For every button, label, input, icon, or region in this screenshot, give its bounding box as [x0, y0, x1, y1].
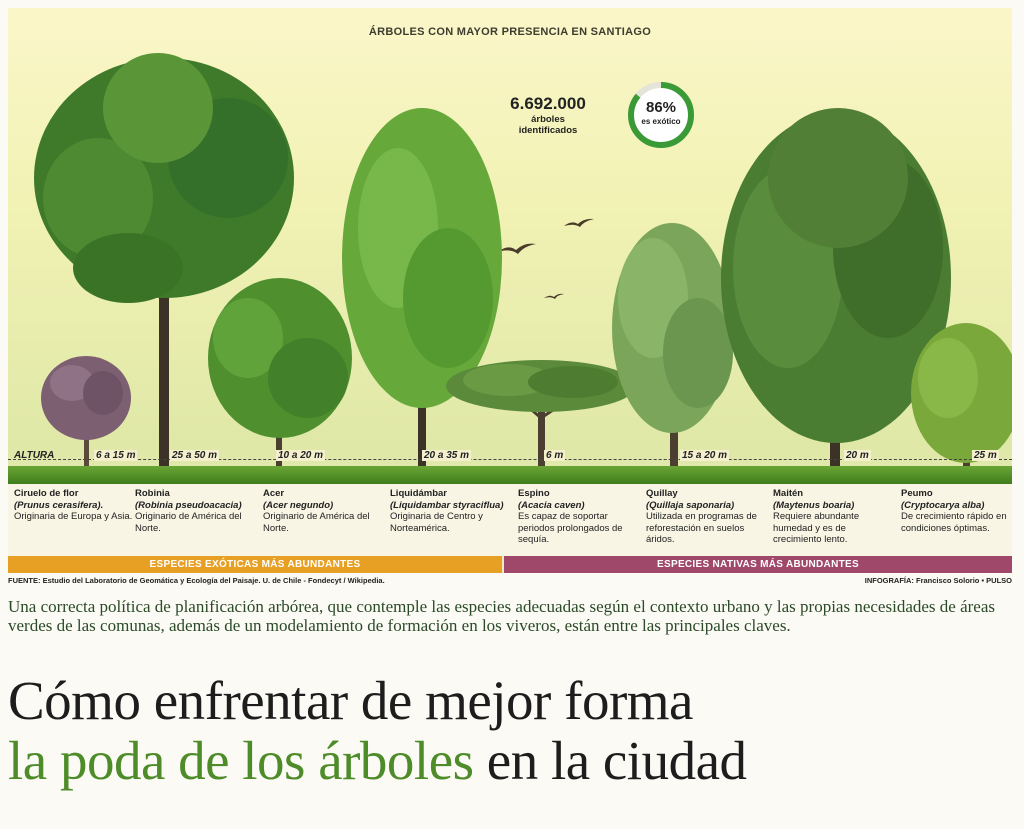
headline-rest-part: en la ciudad — [473, 730, 747, 791]
species-espino — [518, 488, 640, 546]
tree-acer-icon — [208, 278, 352, 466]
species-desc: Requiere abundante humedad y es de crecimiento lento. — [773, 511, 860, 545]
species-scientific: (Acer negundo) — [263, 499, 334, 511]
species-scientific: (Liquidambar styraciflua) — [390, 499, 504, 511]
bird-icon — [544, 294, 564, 299]
species-desc: Originario de América del Norte. — [135, 511, 242, 534]
species-desc: Es capaz de soportar periodos prolongados de sequía. — [518, 511, 623, 545]
tree-count-label: árboles identificados — [518, 114, 578, 136]
species-scientific: (Cryptocarya alba) — [901, 499, 985, 511]
tree-count — [488, 94, 608, 136]
species-info-row — [8, 484, 1012, 556]
species-name: Peumo — [901, 488, 933, 499]
tree-count-value: 6.692.000 — [510, 94, 586, 113]
bird-icon — [498, 244, 536, 254]
species-desc: Originaria de Europa y Asia. — [14, 511, 133, 522]
height-label: 20 m — [846, 450, 869, 461]
native-species-band: ESPECIES NATIVAS MÁS ABUNDANTES — [504, 556, 1012, 573]
infographic-credit: INFOGRAFÍA: Francisco Solorio • PULSO — [864, 576, 1012, 585]
species-peumo — [901, 488, 1007, 534]
height-label: 6 a 15 m — [96, 450, 136, 461]
exotic-label: es exótico — [641, 117, 681, 126]
species-ciruelo — [14, 488, 136, 523]
species-desc: De crecimiento rápido en condiciones óptimas. — [901, 511, 1007, 534]
height-scale — [8, 448, 1012, 466]
source-note: FUENTE: Estudio del Laboratorio de Geomática y Ecología del Paisaje. U. de Chile - Fondecyt / Wikipedia. — [8, 576, 385, 585]
species-name: Robinia — [135, 488, 170, 499]
species-scientific: (Maytenus boaria) — [773, 499, 855, 511]
species-liquidambar — [390, 488, 512, 534]
altura-label: ALTURA — [14, 450, 55, 461]
height-label: 10 a 20 m — [278, 450, 324, 461]
species-name: Ciruelo de flor — [14, 488, 79, 499]
species-name: Espino — [518, 488, 550, 499]
species-scientific: (Quillaja saponaria) — [646, 499, 735, 511]
height-label: 6 m — [546, 450, 564, 461]
species-name: Quillay — [646, 488, 678, 499]
species-scientific: (Acacia caven) — [518, 499, 585, 511]
species-name: Liquidámbar — [390, 488, 448, 499]
exotic-percent-ring — [627, 81, 695, 154]
species-acer — [263, 488, 385, 534]
species-name: Maitén — [773, 488, 804, 499]
infographic-title: ÁRBOLES CON MAYOR PRESENCIA EN SANTIAGO — [368, 26, 652, 38]
height-label: 20 a 35 m — [424, 450, 470, 461]
species-desc: Originaria de Centro y Norteamérica. — [390, 511, 483, 534]
species-robinia — [135, 488, 257, 534]
tree-liquidambar-icon — [342, 108, 502, 466]
headline-line-2 — [8, 732, 747, 790]
grass-strip — [8, 466, 1012, 484]
bird-icon — [564, 219, 594, 227]
species-scientific: (Robinia pseudoacacia) — [135, 499, 242, 511]
exotic-species-band: ESPECIES EXÓTICAS MÁS ABUNDANTES — [8, 556, 502, 573]
tree-quillay-icon — [612, 223, 733, 466]
species-desc: Originario de América del Norte. — [263, 511, 370, 534]
article-deck: Una correcta política de planificación arbórea, que contemple las especies adecuadas según el contexto urbano y las propias necesidades de áreas verdes de las comunas, además de un modelamiento de formación en los viveros, están entre las principales claves. — [8, 597, 995, 635]
height-label: 25 a 50 m — [172, 450, 218, 461]
infographic-panel — [8, 8, 1012, 573]
species-maiten — [773, 488, 895, 546]
height-label: 25 m — [974, 450, 997, 461]
species-quillay — [646, 488, 768, 546]
trees-illustration — [8, 8, 1012, 478]
species-name: Acer — [263, 488, 285, 499]
exotic-percent-label: 86% — [645, 99, 677, 116]
headline-green-part: la poda de los árboles — [8, 730, 474, 791]
species-scientific: (Prunus cerasifera). — [14, 499, 104, 511]
headline-line-1: Cómo enfrentar de mejor forma — [8, 670, 693, 731]
species-desc: Utilizada en programas de reforestación en suelos áridos. — [646, 511, 757, 545]
height-label: 15 a 20 m — [682, 450, 728, 461]
